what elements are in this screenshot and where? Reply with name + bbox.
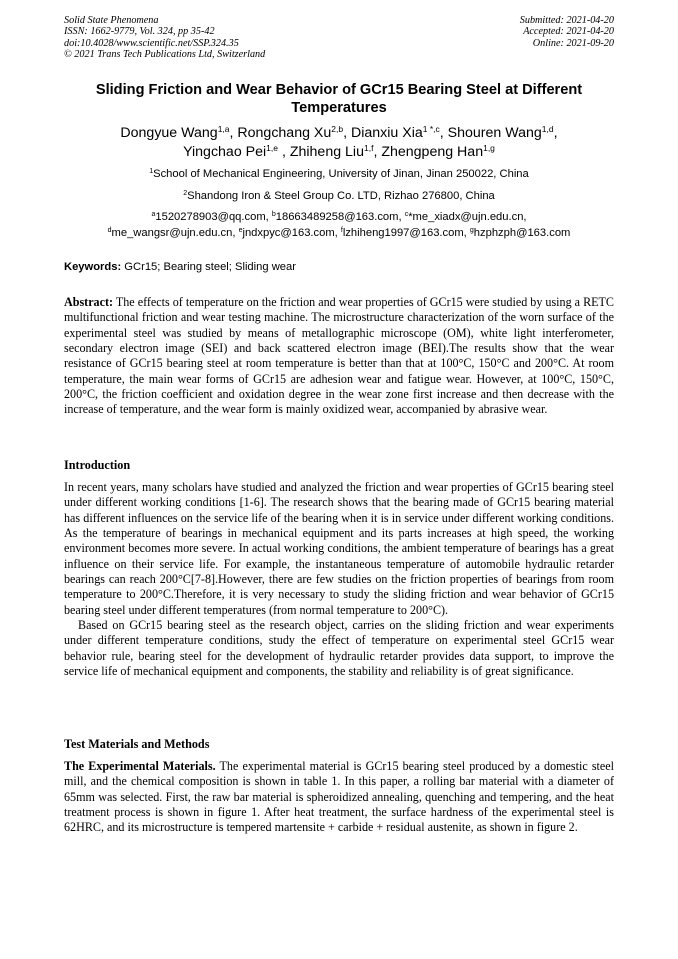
introduction-body [64, 480, 614, 679]
author-name: Zhiheng Liu [289, 143, 364, 160]
author-list [40, 124, 638, 161]
author-sup: 1 *,c [422, 124, 440, 134]
methods-body [64, 759, 614, 836]
methods-heading: Test Materials and Methods [64, 737, 210, 751]
keywords [64, 260, 296, 274]
author-sup: 2,b [331, 124, 344, 134]
methods-text: The experimental material is GCr15 bearing steel produced by a domestic steel mill, and the chemical composition is shown in table 1. In this paper, a rolling bar material with a diameter of 65mm was selected. First, the raw bar material is spheroidized annealing, quenching and tempering, and the heat treatment process is shown in figure 1. After heat treatment, the surface hardness of the experimental steel is 62HRC, and its microstructure is tempered martensite + carbide + residual austenite, as shown in figure 2. [64, 759, 614, 835]
author-name: Zhengpeng Han [381, 143, 484, 160]
journal-name: Solid State Phenomena [64, 15, 159, 26]
author-sup: 1,a [217, 124, 230, 134]
author-sep: , [373, 143, 382, 160]
journal-copyright: © 2021 Trans Tech Publications Ltd, Switzerland [64, 49, 266, 61]
online-date: Online: 2021-09-20 [532, 37, 614, 49]
email-list [40, 210, 638, 241]
journal-issn: ISSN: 1662-9779, Vol. 324, pp 35-42 [64, 26, 215, 38]
email-sup: c [404, 211, 409, 218]
introduction-paragraph-1: In recent years, many scholars have studied and analyzed the friction and wear properties of GCr15 bearing steel under different working conditions [1-6]. The research shows that the bearing made of GCr15 bearing material has different influences on the service life of the bearing when it is in service under different working conditions. As the temperature of bearings in mechanical equipment and its parts increases at high speed, the working environment becomes more severe. In actual working conditions, the ambient temperature of bearings has a great influence on their service life. For example, the instantaneous temperature of automobile hydraulic retarder bearings can reach 200°C[7-8].However, there are few studies on the friction properties of bearings from room temperature to 200°C.Therefore, it is very necessary to study the sliding friction and wear behavior of GCr15 bearing steel under different temperatures (from normal temperature to 200°C). [64, 480, 614, 617]
email-sup: g [469, 226, 474, 234]
email-sup: e [238, 226, 243, 234]
author-name: Yingchao Pei [183, 143, 267, 160]
author-sep: , [553, 125, 558, 141]
email-text: 18663489258@163.com, [275, 211, 405, 223]
author-sup: 1,e [266, 142, 278, 153]
paper-title-line-2: Temperatures [291, 100, 387, 116]
author-sup: 1,d [541, 124, 554, 134]
affiliation-sup: 2 [183, 190, 188, 197]
accepted-date: Accepted: 2021-04-20 [523, 26, 614, 38]
author-sup: 1,f [363, 142, 374, 153]
author-sep: , [229, 125, 238, 141]
abstract-text: The effects of temperature on the friction and wear properties of GCr15 were studied by using a RETC multifunctional friction and wear testing machine. The microstructure characterization of the worn surface of the experimental steel was studied by means of metallographic microscope (OM), white light interferometer, secondary electron image (SEI) and back scattered electron image (BEI).The results show that the wear resistance of GCr15 bearing steel at room temperature is better than that at 100°C, 150°C and 200°C. At room temperature, the main wear forms of GCr15 are adhesion wear and fatigue wear. However, at 100°C, 150°C, 200°C, the friction coefficient and oxidation degree in the wear zone first increase and then decrease with the increase of temperature, and the wear form is mainly oxidized wear, accompanied by abrasive wear. [64, 295, 614, 417]
email-text: lzhiheng1997@163.com, [342, 226, 470, 239]
author-name: Shouren Wang [447, 125, 542, 141]
affiliation-sup: 1 [149, 168, 154, 175]
abstract [64, 295, 614, 418]
journal-header-left [64, 15, 265, 61]
email-text: jndxpyc@163.com, [242, 226, 341, 239]
methods-subheading: The Experimental Materials. [64, 759, 216, 773]
paper-title [40, 81, 638, 117]
introduction-heading: Introduction [64, 458, 131, 472]
author-sep: , [278, 143, 290, 160]
email-sup: f [340, 226, 343, 234]
author-name: Dianxiu Xia [351, 125, 423, 141]
author-sup: 1,g [483, 142, 495, 153]
email-text: hzphzph@163.com [473, 226, 571, 239]
author-sep: , [439, 125, 448, 141]
introduction-paragraph-2: Based on GCr15 bearing steel as the research object, carries on the sliding friction and wear experiments under different temperature conditions, study the effect of temperature on experimental steel GCr15 wear behavior rule, bearing steel for the development of hydraulic retarder provides data support, to improve the service life of mechanical equipment and components, the stability and reliability is of great significance. [64, 618, 614, 679]
email-text: *me_xiadx@ujn.edu.cn, [408, 211, 527, 223]
email-text: 1520278903@qq.com, [155, 211, 272, 223]
affiliation-text: School of Mechanical Engineering, University of Jinan, Jinan 250022, China [153, 168, 529, 180]
email-sup: a [151, 211, 156, 218]
affiliation-text: Shandong Iron & Steel Group Co. LTD, Rizhao 276800, China [187, 190, 495, 202]
email-sup: b [271, 211, 276, 218]
keywords-label: Keywords: [64, 261, 122, 273]
author-name: Rongchang Xu [237, 125, 332, 141]
email-text: me_wangsr@ujn.edu.cn, [111, 226, 239, 239]
paper-title-line-1: Sliding Friction and Wear Behavior of GCr15 Bearing Steel at Different [95, 82, 583, 98]
journal-doi: doi:10.4028/www.scientific.net/SSP.324.35 [64, 37, 239, 49]
email-sup: d [107, 226, 112, 234]
submitted-date: Submitted: 2021-04-20 [519, 15, 614, 26]
affiliation-1 [40, 167, 638, 181]
journal-header-right [520, 15, 614, 49]
author-name: Dongyue Wang [120, 125, 218, 141]
abstract-label: Abstract: [64, 295, 114, 309]
keywords-text: GCr15; Bearing steel; Sliding wear [121, 261, 296, 273]
affiliation-2 [40, 189, 638, 203]
author-sep: , [343, 125, 351, 141]
